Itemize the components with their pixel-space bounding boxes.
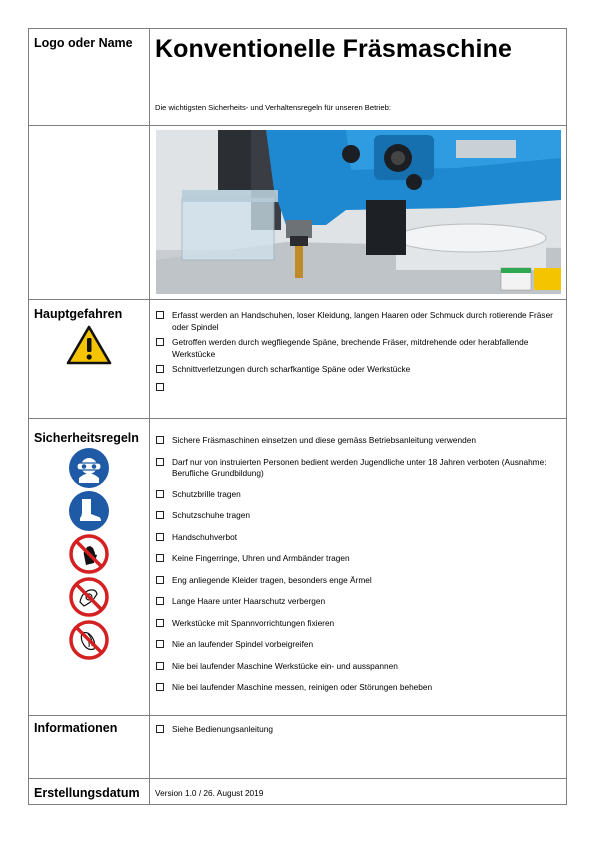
- list-item: Schutzbrille tragen: [156, 489, 566, 501]
- list-item: Werkstücke mit Spannvorrichtungen fixieren: [156, 618, 566, 630]
- page-title: Konventionelle Fräsmaschine: [155, 35, 512, 63]
- checkbox-icon: [156, 683, 164, 691]
- list-item: [156, 382, 566, 394]
- checkbox-icon: [156, 490, 164, 498]
- header-row: [29, 29, 567, 126]
- no-gloves-icon: [68, 533, 110, 575]
- list-item: Schutzschuhe tragen: [156, 510, 566, 522]
- checkbox-icon: [156, 554, 164, 562]
- information-list-cell: [150, 716, 567, 779]
- hazards-label-cell: [29, 300, 150, 419]
- page-subtitle: Die wichtigsten Sicherheits- und Verhaltensregeln für unseren Betrieb:: [155, 103, 391, 112]
- warning-triangle-icon: [66, 325, 112, 365]
- checkbox-icon: [156, 576, 164, 584]
- checkbox-icon: [156, 662, 164, 670]
- version-date: Version 1.0 / 26. August 2019: [155, 788, 264, 798]
- list-item: Keine Fingerringe, Uhren und Armbänder tragen: [156, 553, 566, 565]
- rules-row: [29, 419, 567, 716]
- checkbox-icon: [156, 533, 164, 541]
- checkbox-icon: [156, 458, 164, 466]
- checkbox-icon: [156, 511, 164, 519]
- created-label: Erstellungsdatum: [34, 786, 140, 800]
- information-list: [150, 716, 566, 736]
- list-item: Darf nur von instruierten Personen bedient werden Jugendliche unter 18 Jahren verboten (Ausnahme: Berufliche Grundbildung): [156, 457, 566, 480]
- information-label: Informationen: [34, 721, 118, 735]
- checkbox-icon: [156, 383, 164, 391]
- list-item: Getroffen werden durch wegfliegende Späne, brechende Fräser, mitdrehende oder herabfallende Werkstücke: [156, 337, 566, 360]
- safety-sheet: [28, 28, 567, 805]
- logo-label: Logo oder Name: [34, 36, 133, 50]
- created-row: [29, 779, 567, 805]
- list-item: Schnittverletzungen durch scharfkantige Späne oder Werkstücke: [156, 364, 566, 376]
- machine-photo: [156, 130, 561, 294]
- created-value-cell: [150, 779, 567, 805]
- hazards-list-cell: [150, 300, 567, 419]
- list-item: Nie bei laufender Maschine Werkstücke ein- und ausspannen: [156, 661, 566, 673]
- rules-label: Sicherheitsregeln: [34, 431, 139, 445]
- hazards-list: [150, 300, 566, 393]
- list-item: Lange Haare unter Haarschutz verbergen: [156, 596, 566, 608]
- checkbox-icon: [156, 640, 164, 648]
- checkbox-icon: [156, 311, 164, 319]
- checkbox-icon: [156, 365, 164, 373]
- list-item: Nie an laufender Spindel vorbeigreifen: [156, 639, 566, 651]
- rules-label-cell: [29, 419, 150, 716]
- list-item: Handschuhverbot: [156, 532, 566, 544]
- information-label-cell: [29, 716, 150, 779]
- created-label-cell: [29, 779, 150, 805]
- no-jewellery-icon: [68, 576, 110, 618]
- hazards-row: [29, 300, 567, 419]
- no-loose-hair-icon: [68, 619, 110, 661]
- list-item: Siehe Bedienungsanleitung: [156, 724, 566, 736]
- photo-label-cell: [29, 126, 150, 300]
- title-cell: [150, 29, 567, 126]
- hazards-label: Hauptgefahren: [34, 307, 123, 321]
- list-item: Nie bei laufender Maschine messen, reinigen oder Störungen beheben: [156, 682, 566, 694]
- checkbox-icon: [156, 597, 164, 605]
- checkbox-icon: [156, 338, 164, 346]
- safety-table: [28, 28, 567, 805]
- safety-shoes-icon: [68, 490, 110, 532]
- checkbox-icon: [156, 436, 164, 444]
- checkbox-icon: [156, 725, 164, 733]
- eye-protection-icon: [68, 447, 110, 489]
- list-item: Eng anliegende Kleider tragen, besonders enge Ärmel: [156, 575, 566, 587]
- photo-cell: [150, 126, 567, 300]
- milling-machine-image: [156, 130, 561, 294]
- list-item: Sichere Fräsmaschinen einsetzen und diese gemäss Betriebsanleitung verwenden: [156, 435, 566, 447]
- information-row: [29, 716, 567, 779]
- checkbox-icon: [156, 619, 164, 627]
- rules-list-cell: [150, 419, 567, 716]
- list-item: Erfasst werden an Handschuhen, loser Kleidung, langen Haaren oder Schmuck durch rotierende Fräser oder Spindel: [156, 310, 566, 333]
- photo-row: [29, 126, 567, 300]
- rules-list: [150, 419, 566, 694]
- logo-cell: [29, 29, 150, 126]
